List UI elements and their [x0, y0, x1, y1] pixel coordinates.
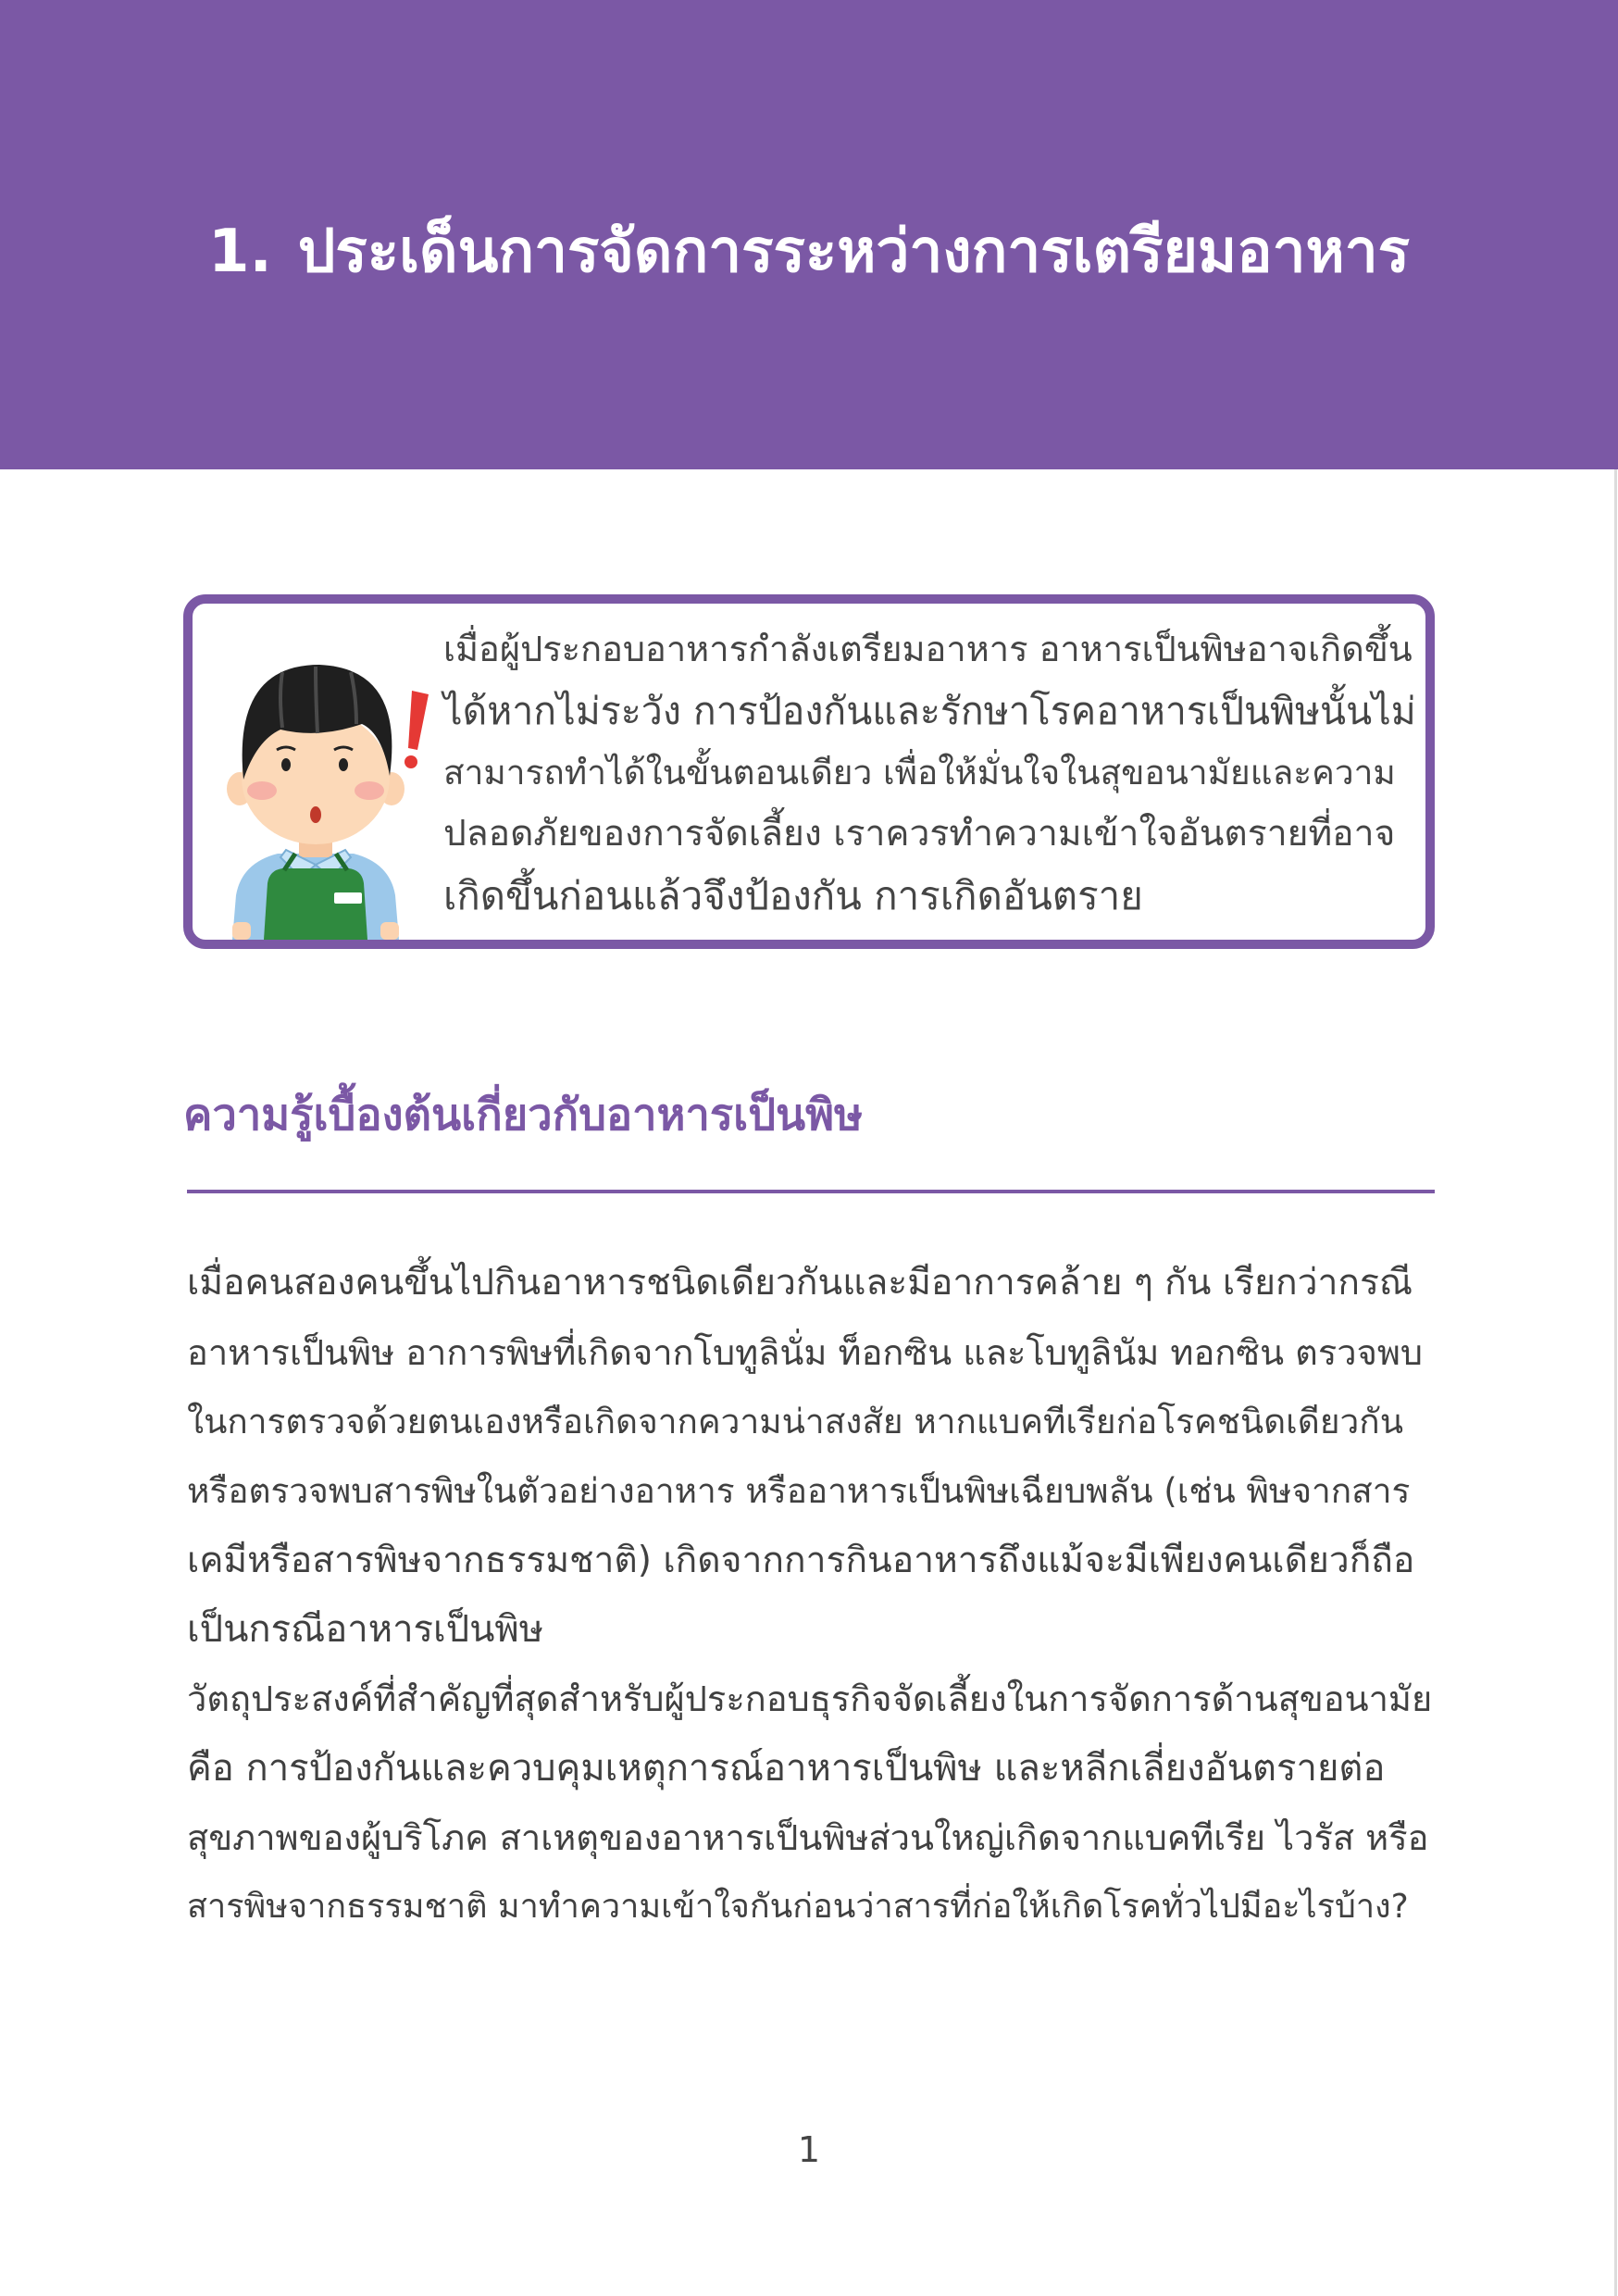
right-cheek [355, 781, 384, 800]
left-eye [281, 758, 291, 771]
section-divider [187, 1190, 1435, 1193]
header-band [0, 0, 1618, 469]
body-line: วัตถุประสงค์ที่สำคัญที่สุดสำหรับผู้ประกอบธุรกิจจัดเลี้ยงในการจัดการด้านสุขอนามัย [187, 1678, 1433, 1720]
callout-line: สามารถทำได้ในขั้นตอนเดียว เพื่อให้มั่นใจในสุขอนามัยและความ [443, 752, 1396, 792]
staff-character-illustration [227, 659, 440, 940]
body-line: เป็นกรณีอาหารเป็นพิษ [187, 1608, 544, 1652]
body-paragraph [187, 1249, 1435, 1942]
left-cheek [247, 781, 277, 800]
body-line: เคมีหรือสารพิษจากธรรมชาติ) เกิดจากการกินอาหารถึงแม้จะมีเพียงคนเดียวก็ถือ [187, 1539, 1415, 1581]
section-heading: ความรู้เบื้องต้นเกี่ยวกับอาหารเป็นพิษ [183, 1090, 864, 1141]
page-title [0, 206, 1618, 298]
body-line: อาหารเป็นพิษ อาการพิษที่เกิดจากโบทูลินั่ม ท็อกซิน และโบทูลินัม ทอกซิน ตรวจพบ [187, 1331, 1424, 1373]
apron [264, 868, 367, 940]
body-line: คือ การป้องกันและควบคุมเหตุการณ์อาหารเป็นพิษ และหลีกเลี่ยงอันตรายต่อ [187, 1747, 1386, 1791]
page-number: 1 [797, 2129, 821, 2170]
body-line: สุขภาพของผู้บริโภค สาเหตุของอาหารเป็นพิษส่วนใหญ่เกิดจากแบคทีเรีย ไวรัส หรือ [187, 1817, 1429, 1859]
mouth [310, 806, 321, 823]
callout-text [443, 618, 1415, 928]
body-line: เมื่อคนสองคนขึ้นไปกินอาหารชนิดเดียวกันและมีอาการคล้าย ๆ กัน เรียกว่ากรณี [187, 1262, 1413, 1304]
warning-callout [183, 594, 1435, 949]
page-edge-line [1614, 469, 1617, 2296]
body-line: หรือตรวจพบสารพิษในตัวอย่างอาหาร หรืออาหารเป็นพิษเฉียบพลัน (เช่น พิษจากสาร [187, 1470, 1411, 1511]
callout-line: ปลอดภัยของการจัดเลี้ยง เราควรทำความเข้าใจอันตรายที่อาจ [443, 813, 1396, 855]
exclamation-icon [404, 691, 429, 768]
name-tag [334, 892, 362, 904]
left-hand [232, 922, 251, 940]
right-hand [380, 922, 399, 940]
callout-line: เกิดขึ้นก่อนแล้วจึงป้องกัน การเกิดอันตราย [443, 873, 1143, 918]
body-line: ในการตรวจด้วยตนเองหรือเกิดจากความน่าสงสัย หากแบคทีเรียก่อโรคชนิดเดียวกัน [187, 1401, 1403, 1441]
body-line: สารพิษจากธรรมชาติ มาทำความเข้าใจกันก่อนว่าสารที่ก่อให้เกิดโรคทั่วไปมีอะไรบ้าง? [187, 1888, 1409, 1927]
section-title: ประเด็นการจัดการระหว่างการเตรียมอาหาร [297, 218, 1411, 286]
staff-character-svg [227, 659, 440, 940]
section-number: 1. [207, 218, 272, 286]
right-eye [339, 758, 348, 771]
callout-line: ได้หากไม่ระวัง การป้องกันและรักษาโรคอาหารเป็นพิษนั้นไม่ [443, 688, 1416, 733]
callout-line: เมื่อผู้ประกอบอาหารกำลังเตรียมอาหาร อาหารเป็นพิษอาจเกิดขึ้น [443, 629, 1413, 669]
